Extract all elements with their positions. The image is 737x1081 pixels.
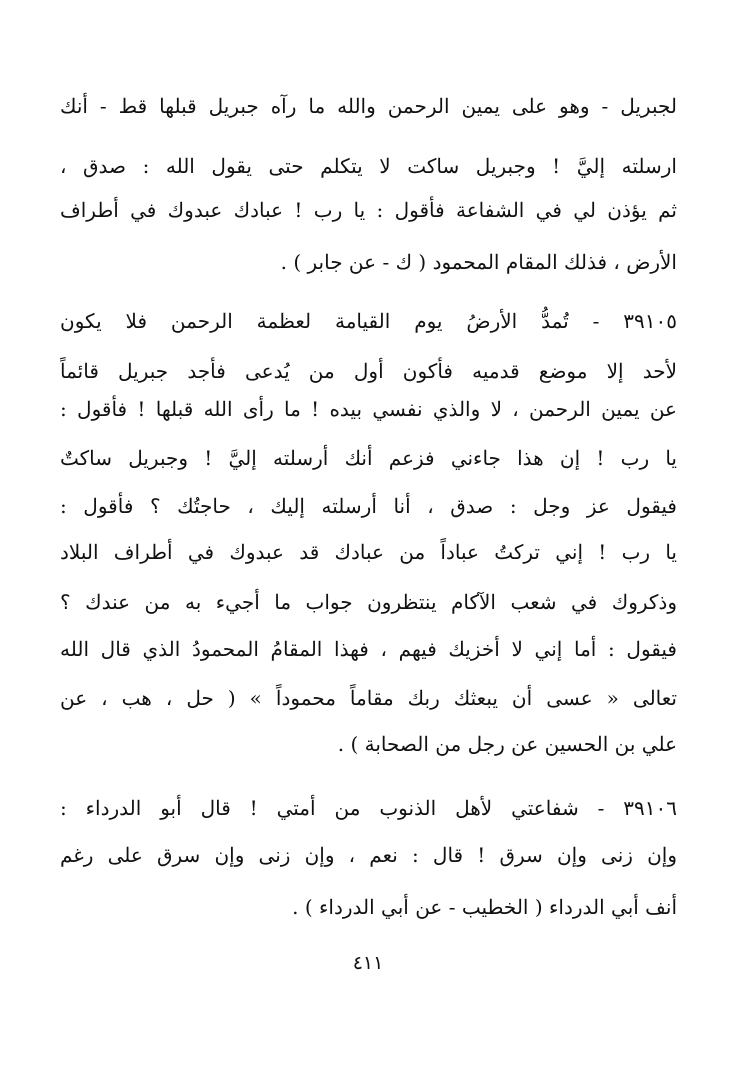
text-line: أنف أبي الدرداء ( الخطيب - عن أبي الدرداء ) . (292, 895, 677, 919)
text-line: يا رب ! إني تركتُ عباداً من عبادك قد عبدوك في أطراف البلاد (60, 540, 677, 564)
text-line: فيقول عز وجل : صدق ، أنا أرسلته إليك ، حاجتُك ؟ فأقول : (60, 494, 677, 518)
text-line: وذكروك في شعب الآكام ينتظرون جواب ما أجيء به من عندك ؟ (60, 590, 677, 614)
text-line: تعالى « عسى أن يبعثك ربك مقاماً محموداً » ( حل ، هب ، عن (60, 686, 677, 710)
text-line: ثم يؤذن لي في الشفاعة فأقول : يا رب ! عبادك عبدوك في أطراف (60, 198, 677, 222)
text-line: علي بن الحسين عن رجل من الصحابة ) . (337, 732, 677, 756)
text-line: عن يمين الرحمن ، لا والذي نفسي بيده ! ما رأى الله قبلها ! فأقول : (60, 397, 677, 421)
text-line: ارسلته إليَّ ! وجبريل ساكت لا يتكلم حتى يقول الله : صدق ، (60, 154, 677, 178)
text-line: الأرض ، فذلك المقام المحمود ( ك - عن جابر ) . (280, 250, 677, 274)
text-line: ٣٩١٠٥ - تُمدُّ الأرضُ يوم القيامة لعظمة الرحمن فلا يكون (60, 309, 677, 333)
text-line: لجبريل - وهو على يمين الرحمن والله ما رآه جبريل قبلها قط - أنك (60, 94, 677, 118)
text-line: ٣٩١٠٦ - شفاعتي لأهل الذنوب من أمتي ! قال أبو الدرداء : (60, 796, 677, 820)
text-line: يا رب ! إن هذا جاءني فزعم أنك أرسلته إليَّ ! وجبريل ساكتٌ (60, 446, 677, 470)
page-number: ٤١١ (352, 952, 384, 974)
text-line: وإن زنى وإن سرق ! قال : نعم ، وإن زنى وإن سرق على رغم (60, 843, 677, 867)
text-line: لأحد إلا موضع قدميه فأكون أول من يُدعى فأجد جبريل قائماً (60, 359, 677, 383)
text-line: فيقول : أما إني لا أخزيك فيهم ، فهذا المقامُ المحمودُ الذي قال الله (60, 637, 677, 661)
